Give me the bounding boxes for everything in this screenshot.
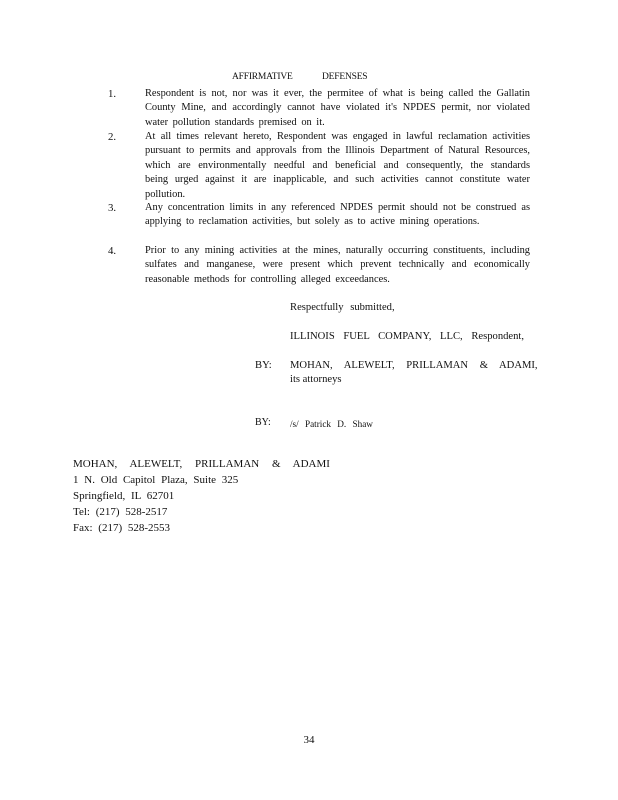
- party-line: ILLINOIS FUEL COMPANY, LLC, Respondent,: [290, 331, 525, 342]
- defense-3-text: Any concentration limits in any referenced NPDES permit should not be construed as applying to reclamation activities, but solely as to active mining operations.: [145, 202, 530, 228]
- defense-4-text: Prior to any mining activities at the mines, naturally occurring constituents, including sulfates and manganese, were present which prevent technically and economically reasonable methods for controlling alleged exceedances.: [145, 245, 530, 285]
- firm-fax: Fax: (217) 528-2553: [73, 522, 171, 534]
- closing-line: Respectfully submitted,: [290, 302, 395, 313]
- counsel-firm-line: MOHAN, ALEWELT, PRILLAMAN & ADAMI,: [290, 360, 538, 371]
- attorneys-line: its attorneys: [290, 374, 342, 385]
- electronic-signature: /s/ Patrick D. Shaw: [290, 419, 373, 429]
- by-label: BY:: [255, 360, 272, 371]
- defense-3-number: 3.: [108, 202, 117, 214]
- defense-4-number: 4.: [108, 245, 117, 257]
- section-heading: [232, 72, 386, 82]
- firm-address-line1: 1 N. Old Capitol Plaza, Suite 325: [73, 474, 239, 486]
- page-number: 34: [303, 734, 315, 746]
- firm-address-line2: Springfield, IL 62701: [73, 490, 175, 502]
- defense-2-number: 2.: [108, 131, 117, 143]
- firm-name: MOHAN, ALEWELT, PRILLAMAN & ADAMI: [73, 458, 330, 470]
- by-label: BY:: [255, 417, 271, 428]
- heading-word-affirmative: AFFIRMATIVE: [232, 72, 293, 82]
- heading-word-defenses: DEFENSES: [322, 72, 368, 82]
- firm-phone: Tel: (217) 528-2517: [73, 506, 168, 518]
- defense-2-text: At all times relevant hereto, Respondent was engaged in lawful reclamation activities pursuant to permits and approvals from the Illinois Department of Natural Resources, which are environmentally needful and beneficial and consequently, the standards being urged against it are inapplicable, and such activities cannot constitute water pollution.: [145, 131, 530, 200]
- defense-1-text: Respondent is not, nor was it ever, the permitee of what is being called the Gallatin County Mine, and accordingly cannot have violated it's NPDES permit, nor violated water pollution standards premised on it.: [145, 88, 530, 128]
- defense-1-number: 1.: [108, 88, 117, 100]
